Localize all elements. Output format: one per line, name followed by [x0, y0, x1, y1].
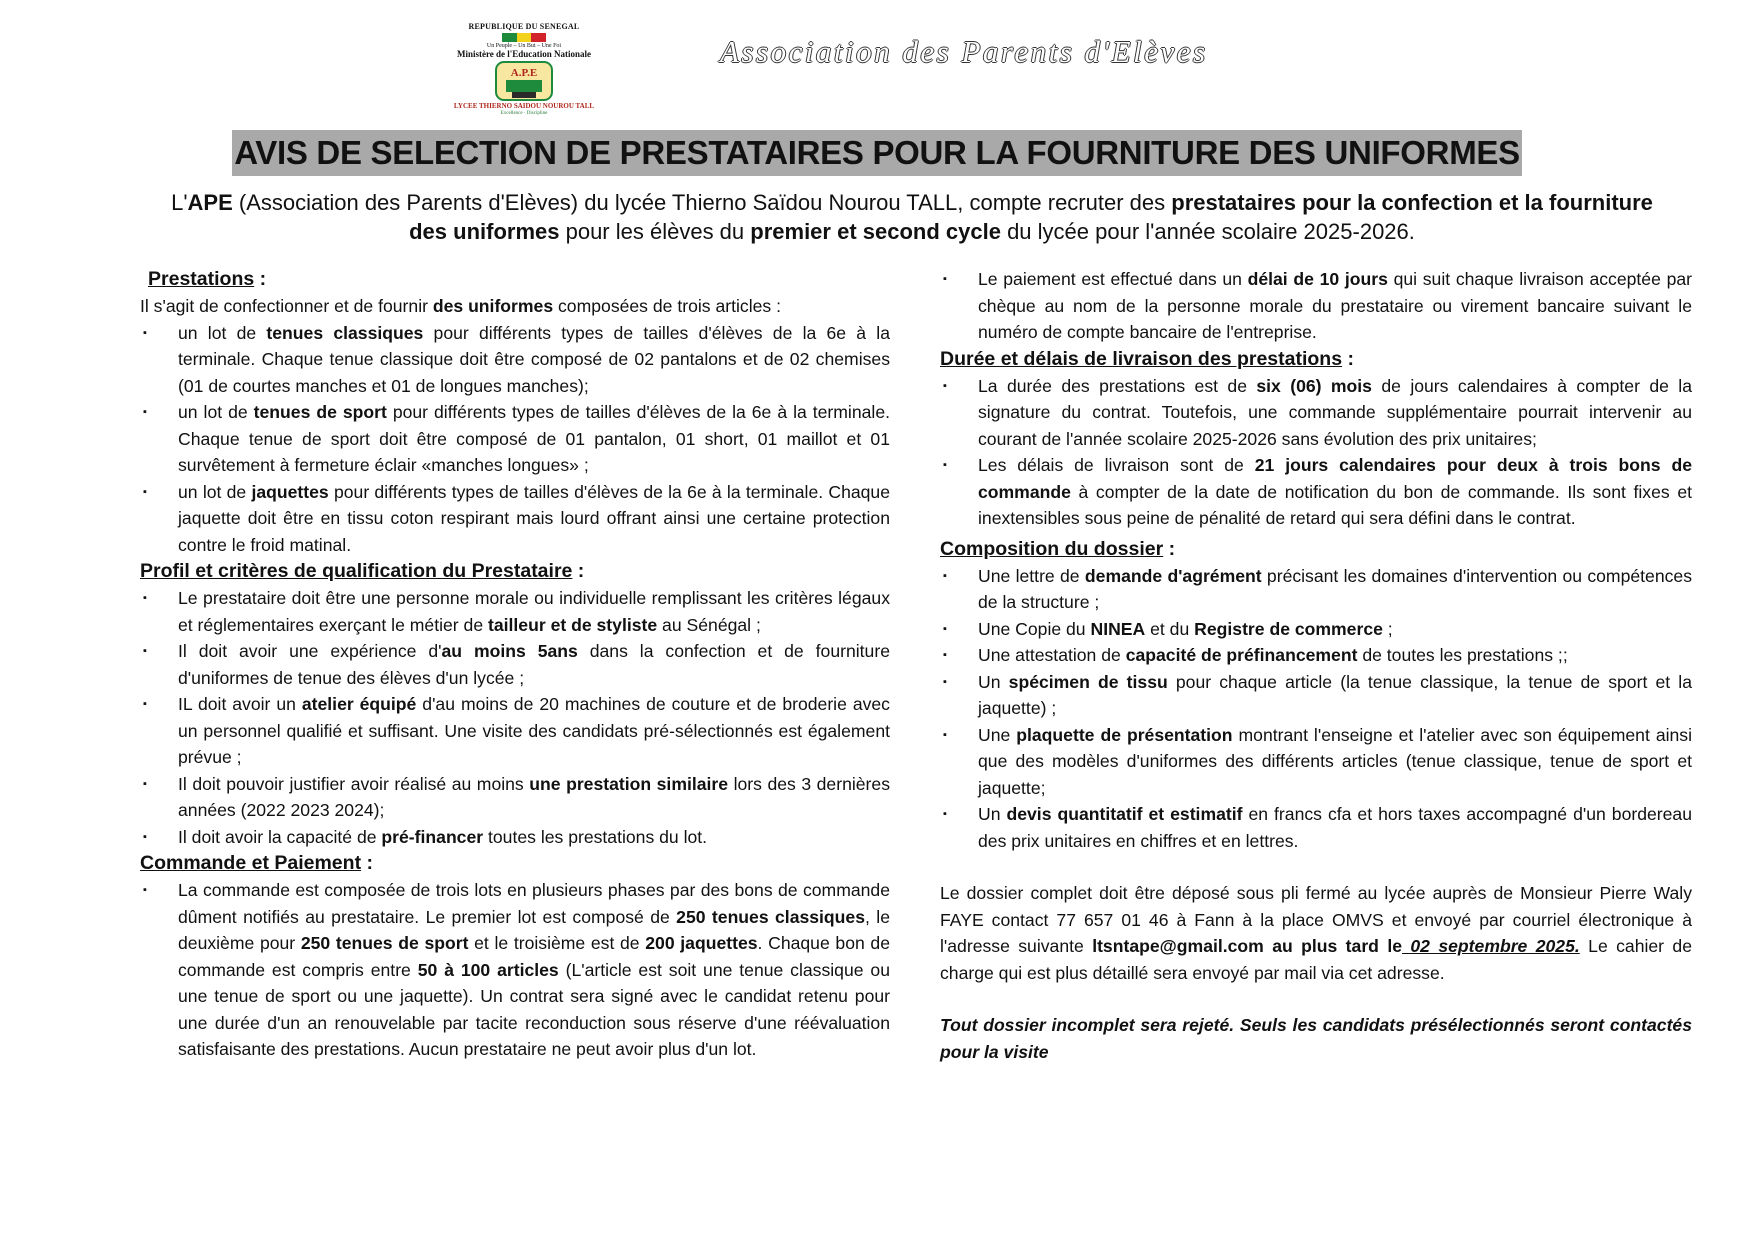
bullet-icon: ▪	[943, 728, 947, 741]
page-title: AVIS DE SELECTION DE PRESTATAIRES POUR LA FOURNITURE DES UNIFORMES	[232, 130, 1522, 176]
text: Le prestataire doit être une personne morale ou individuelle remplissant les critères légaux et réglementaires exerçant le métier de	[178, 588, 890, 635]
text: dans la confection et de fourniture d'uniformes de tenue des élèves d'un lycée ;	[178, 641, 890, 688]
text: Les délais de livraison sont de	[978, 455, 1255, 475]
text: pour différents types de tailles d'élèves de la 6e à la terminale. Chaque tenue classique doit être composé de 02 pantalons et de 02 chemises (01 de courtes manches et 01 de longues manches);	[178, 322, 890, 396]
left-column	[140, 266, 890, 1063]
bold-text: tenues classiques	[266, 322, 424, 343]
seal-icon	[492, 60, 556, 102]
list-item	[140, 638, 890, 691]
bold-text: 21 jours calendaires pour deux à trois bons de commande	[978, 455, 1693, 502]
text: qui suit chaque livraison acceptée par chèque au nom de la personne morale du prestataire ou virement bancaire suivant le numéro de compte bancaire de l'entreprise.	[978, 269, 1693, 342]
bold-text: six (06) mois	[1256, 375, 1372, 396]
text: Une	[978, 724, 1017, 745]
bold-text: 250 tenues classiques	[676, 906, 866, 927]
intro-text: (Association des Parents d'Elèves) du lycée Thierno Saïdou Nourou TALL, compte recruter des	[232, 190, 1172, 215]
bold-text: tailleur et de styliste	[488, 614, 658, 635]
closing-note: Tout dossier incomplet sera rejeté. Seuls les candidats présélectionnés seront contactés pour la visite	[940, 1015, 1692, 1062]
bold-text: Registre de commerce	[1194, 618, 1383, 639]
text: Il doit avoir la capacité de	[178, 826, 382, 847]
list-item	[140, 479, 890, 559]
bold-text: spécimen de tissu	[1008, 671, 1168, 692]
text: La commande est composée de trois lots en plusieurs phases par des bons de commande dûment notifiés au prestataire. Le premier lot est composé de	[178, 880, 890, 927]
text: , le deuxième pour	[178, 906, 890, 953]
intro-text: L'	[171, 190, 188, 215]
text: Le dossier complet doit être déposé sous pli fermé au lycée auprès de Monsieur Pierre Waly FAYE contact 77 657 01 46 à Fann à la place OMVS et envoyé par courriel électronique à l'adresse suivante	[940, 883, 1692, 956]
bullet-icon: ▪	[943, 649, 947, 661]
bold-text: demande d'agrément	[1084, 565, 1262, 586]
intro-bold: premier et second cycle	[750, 219, 1001, 244]
school-logo	[404, 22, 644, 116]
text: pour différents types de tailles d'élèves de la 6e à la terminale. Chaque jaquette doit être en tissu coton respirant mais lourd offrant ainsi une certaine protection contre le froid matinal.	[178, 481, 890, 555]
text: Le cahier de charge qui est plus détaillé sera envoyé par mail via cet adresse.	[940, 936, 1692, 983]
bullet-icon: ▪	[143, 592, 147, 604]
association-title: Association des Parents d'Elèves	[720, 34, 1208, 69]
bullet-icon: ▪	[143, 777, 147, 790]
section-heading-commande	[140, 850, 890, 877]
list-item	[940, 669, 1692, 722]
bullet-icon: ▪	[943, 622, 947, 635]
bold-text: tenues de sport	[253, 402, 387, 422]
text: un lot de	[178, 322, 267, 343]
section-heading-duree	[940, 346, 1692, 373]
profil-list	[140, 585, 890, 850]
text: au Sénégal ;	[657, 614, 761, 635]
list-item	[940, 722, 1692, 802]
dossier-list	[940, 563, 1692, 855]
text: un lot de	[178, 402, 254, 422]
logo-motto: Un Peuple – Un But – Une Foi	[486, 43, 562, 49]
heading-colon: :	[572, 560, 585, 582]
text: ;	[1382, 618, 1393, 639]
text: La durée des prestations est de	[978, 375, 1257, 396]
text: pour chaque article (la tenue classique, la tenue de sport et la jaquette) ;	[978, 671, 1693, 718]
text: Le paiement est effectué dans un	[978, 269, 1248, 289]
document-header	[0, 0, 1754, 120]
text: pour différents types de tailles d'élèves de la 6e à la terminale. Chaque tenue de sport doit être composé de 01 pantalon, 01 short, 01 maillot et 01 survêtement à fermeture éclair «manches longues» ;	[178, 402, 890, 475]
bold-text: 50 à 100 articles	[417, 959, 559, 980]
text: de toutes les prestations ;;	[1357, 645, 1568, 665]
list-item	[940, 373, 1692, 453]
title-wrapper	[0, 130, 1754, 176]
bullet-icon: ▪	[143, 485, 147, 498]
text: Il doit avoir une expérience d'	[178, 641, 442, 661]
list-item	[140, 824, 890, 851]
text: d'au moins de 20 machines de couture et de broderie avec un personnel qualifié et suffisant. Une visite des candidats pré-sélectionnés est également prévue ;	[178, 694, 890, 767]
bullet-icon: ▪	[943, 379, 947, 392]
deadline-date: 02 septembre 2025.	[1402, 936, 1580, 956]
heading-colon: :	[254, 268, 267, 290]
bold-text: jaquettes	[251, 481, 329, 502]
list-item	[940, 563, 1692, 616]
bold-text: 200 jaquettes	[645, 933, 758, 953]
text: Une lettre de	[978, 565, 1085, 586]
bold-text: au moins 5ans	[441, 641, 578, 661]
bullet-icon: ▪	[943, 273, 947, 285]
text: (L'article est soit une tenue classique ou une tenue de sport ou une jaquette). Un contrat sera signé avec le candidat retenu pour une durée d'un an renouvelable par tacite reconduction sous réserve d'une réévaluation satisfaisante des prestations. Aucun prestataire ne peut avoir plus d'un lot.	[178, 959, 890, 1059]
intro-bold: prestataires pour la confection et la fourniture des uniformes	[409, 190, 1653, 244]
text: un lot de	[178, 481, 252, 502]
text: toutes les prestations du lot.	[483, 826, 708, 847]
heading-text: Profil et critères de qualification du Prestataire	[140, 560, 573, 582]
duree-list	[940, 373, 1692, 532]
intro-bold: APE	[187, 190, 233, 215]
bullet-icon: ▪	[943, 675, 947, 688]
list-item	[940, 616, 1692, 643]
bold-text: pré-financer	[381, 826, 484, 847]
bold-text: 250 tenues de sport	[300, 933, 469, 953]
submission-paragraph	[940, 880, 1692, 986]
bold-text: plaquette de présentation	[1016, 724, 1233, 745]
intro-text: du lycée pour l'année scolaire 2025-2026.	[1000, 219, 1415, 244]
text: précisant les domaines d'intervention ou compétences de la structure ;	[978, 565, 1692, 612]
list-item	[940, 801, 1692, 854]
list-item	[940, 452, 1692, 532]
list-item	[140, 585, 890, 638]
paiement-list	[940, 266, 1692, 346]
logo-ministry: Ministère de l'Education Nationale	[456, 49, 592, 59]
logo-tagline: Excellence · Discipline	[500, 111, 548, 116]
email-address: ltsntape@gmail.com au plus tard le	[1092, 936, 1402, 956]
bullet-icon: ▪	[943, 808, 947, 820]
heading-colon: :	[1342, 347, 1354, 370]
intro-text: pour les élèves du	[559, 219, 751, 244]
bullet-icon: ▪	[943, 569, 947, 582]
intro-paragraph	[150, 188, 1674, 246]
section-heading-profil	[140, 558, 890, 585]
bullet-icon: ▪	[143, 884, 147, 896]
text: en francs cfa et hors taxes accompagné d'un bordereau des prix unitaires en chiffres et en lettres.	[978, 804, 1692, 851]
text: Il doit pouvoir justifier avoir réalisé au moins	[178, 773, 530, 794]
logo-school: LYCEE THIERNO SAIDOU NOUROU TALL	[453, 102, 595, 110]
bullet-icon: ▪	[943, 459, 947, 471]
text: et le troisième est de	[468, 933, 646, 953]
text: . Chaque bon de commande est compris entre	[178, 933, 891, 980]
prestations-lead	[140, 293, 890, 320]
logo-country: REPUBLIQUE DU SENEGAL	[468, 22, 580, 31]
section-heading-dossier	[940, 536, 1692, 563]
list-item	[140, 399, 890, 479]
bold-text: des uniformes	[432, 296, 554, 316]
text: IL doit avoir un	[178, 694, 302, 714]
right-column	[940, 266, 1692, 1065]
heading-colon: :	[361, 852, 373, 874]
bullet-icon: ▪	[143, 830, 147, 843]
list-item	[140, 691, 890, 771]
bullet-icon: ▪	[143, 645, 147, 657]
bullet-icon: ▪	[143, 406, 147, 418]
logo-acronym: A.P.E	[510, 67, 538, 79]
heading-text: Commande et Paiement	[140, 852, 362, 874]
senegal-flag-icon	[502, 33, 546, 42]
text: lors des 3 dernières années (2022 2023 2024);	[178, 773, 890, 820]
heading-text: Durée et délais de livraison des prestations	[940, 347, 1343, 370]
list-item	[140, 771, 890, 824]
text: Une Copie du	[978, 618, 1091, 639]
text: de jours calendaires à compter de la signature du contrat. Toutefois, une commande supplémentaire pourrait intervenir au courant de l'année scolaire 2025-2026 sans évolution des prix unitaires;	[978, 375, 1692, 449]
bullet-icon: ▪	[143, 326, 147, 339]
text: Une attestation de	[978, 645, 1126, 665]
list-item	[140, 877, 890, 1063]
bold-text: une prestation similaire	[529, 773, 729, 794]
bold-text: devis quantitatif et estimatif	[1006, 804, 1243, 824]
text: composées de trois articles :	[553, 296, 781, 316]
commande-list	[140, 877, 890, 1063]
bullet-icon: ▪	[143, 698, 147, 710]
text: Un	[978, 804, 1007, 824]
bold-text: capacité de préfinancement	[1125, 645, 1358, 665]
bold-text: délai de 10 jours	[1247, 269, 1388, 289]
text: et du	[1145, 618, 1195, 639]
heading-text: Prestations	[148, 268, 255, 290]
bold-text: NINEA	[1090, 618, 1146, 639]
list-item	[940, 266, 1692, 346]
text: Il s'agit de confectionner et de fournir	[140, 296, 433, 316]
list-item	[140, 320, 890, 400]
bold-text: atelier équipé	[301, 694, 417, 714]
text: montrant l'enseigne et l'atelier avec son équipement ainsi que des modèles d'uniformes des différents articles (tenue classique, tenue de sport et jaquette;	[978, 724, 1692, 798]
heading-text: Composition du dossier	[940, 537, 1164, 560]
text: à compter de la date de notification du bon de commande. Ils sont fixes et inextensibles sous peine de pénalité de retard qui sera défini dans le contrat.	[978, 481, 1692, 528]
heading-colon: :	[1163, 537, 1176, 560]
list-item	[940, 642, 1692, 669]
text: Un	[978, 671, 1009, 692]
prestations-list	[140, 320, 890, 559]
section-heading-prestations	[140, 266, 890, 293]
